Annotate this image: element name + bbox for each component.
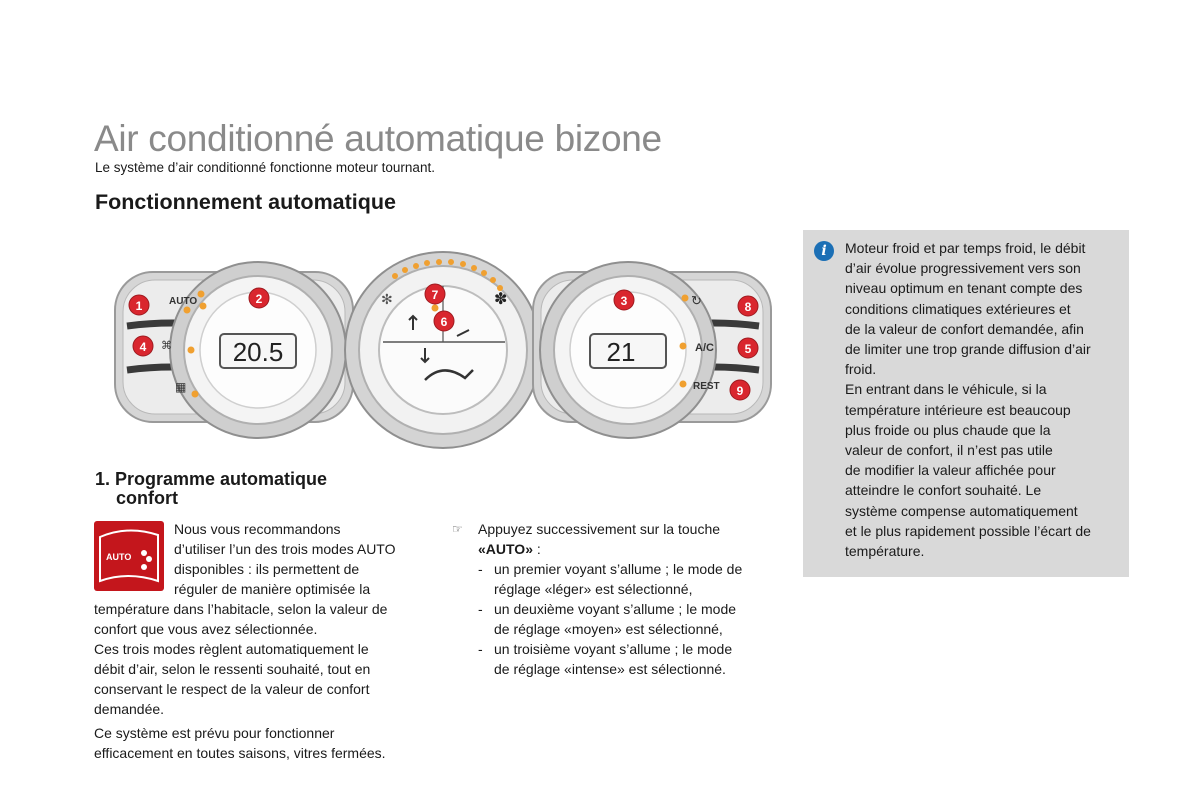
- callout-2: [249, 288, 269, 308]
- paragraph-seasons: Ce système est prévu pour fonctionner efficacement en toutes saisons, vitres fermées.: [94, 725, 386, 761]
- fan-low-icon: ✻: [381, 291, 393, 307]
- svg-text:4: 4: [139, 340, 147, 354]
- left-temp-value: 20.5: [232, 337, 284, 367]
- ac-label: A/C: [695, 342, 714, 354]
- callout-5: [738, 338, 758, 358]
- callout-7: [425, 284, 445, 304]
- paragraph-recommendation: Nous vous recommandons d’utiliser l’un des trois modes AUTO disponibles : ils permettent de réguler de manière optimisée la température dans l’habitacle, selon la valeur de confort que vous avez sélectionnée.: [94, 521, 396, 637]
- instruction-intro: ☞ Appuyez successivement sur la touche «AUTO» :: [452, 521, 721, 557]
- subsection-title-line1: 1. Programme automatique: [95, 469, 328, 489]
- page-subtitle: Le système d’air conditionné fonctionne moteur tournant.: [95, 160, 435, 175]
- svg-text:5: 5: [744, 342, 752, 356]
- callout-6: [434, 311, 454, 331]
- callout-9: [730, 380, 750, 400]
- front-defrost-icon: ▦: [175, 380, 187, 394]
- svg-text:7: 7: [431, 288, 439, 302]
- subsection-title-line2: confort: [116, 488, 178, 508]
- svg-text:9: 9: [736, 384, 744, 398]
- instruction-block: [452, 519, 782, 679]
- auto-badge-label: AUTO: [106, 552, 132, 562]
- svg-text:8: 8: [744, 300, 752, 314]
- recirculation-icon: ↻: [691, 293, 702, 308]
- svg-text:2: 2: [255, 292, 263, 306]
- rest-label: REST: [693, 381, 720, 392]
- svg-text:3: 3: [620, 294, 628, 308]
- section-title: Fonctionnement automatique: [95, 190, 396, 214]
- subsection-title: [95, 470, 327, 508]
- callout-1: [129, 295, 149, 315]
- callout-4: [133, 336, 153, 356]
- rear-defrost-icon: ⌘: [161, 340, 172, 352]
- page-title: Air conditionné automatique bizone: [94, 118, 662, 159]
- list-item: - un troisième voyant s’allume ; le mode de réglage «intense» est sélectionné.: [478, 641, 733, 677]
- info-text: Moteur froid et par temps froid, le débit d’air évolue progressivement vers son niveau optimum en tenant compte des conditions climatiques extérieures et de la valeur de confort demandée, afin de limiter une trop grande diffusion d’air froid. En entrant dans le véhicule, si la température intérieure est beaucoup plus froide ou plus chaude que la valeur de confort, il n’est pas utile de modifier la valeur affichée pour atteindre le confort souhaité. Le système compense automatiquement et le plus rapidement possible l’écart de température.: [845, 240, 1091, 560]
- list-item: - un deuxième voyant s’allume ; le mode de réglage «moyen» est sélectionné,: [478, 601, 737, 637]
- pointing-hand-icon: ☞: [452, 522, 463, 536]
- svg-text:1: 1: [135, 299, 143, 313]
- callout-8: [738, 296, 758, 316]
- right-temp-value: 21: [606, 337, 636, 367]
- fan-high-icon: ✽: [494, 291, 508, 308]
- auto-label: AUTO: [169, 296, 198, 307]
- paragraph-modes: Ces trois modes règlent automatiquement le débit d’air, selon le ressenti souhaité, tout en conservant le respect de la valeur de confort demandée.: [94, 641, 371, 717]
- info-icon: i: [814, 241, 834, 261]
- svg-text:6: 6: [440, 315, 448, 329]
- climate-control-panel-illustration: [113, 250, 773, 450]
- list-item: - un premier voyant s’allume ; le mode de réglage «léger» est sélectionné,: [478, 561, 743, 597]
- callout-3: [614, 290, 634, 310]
